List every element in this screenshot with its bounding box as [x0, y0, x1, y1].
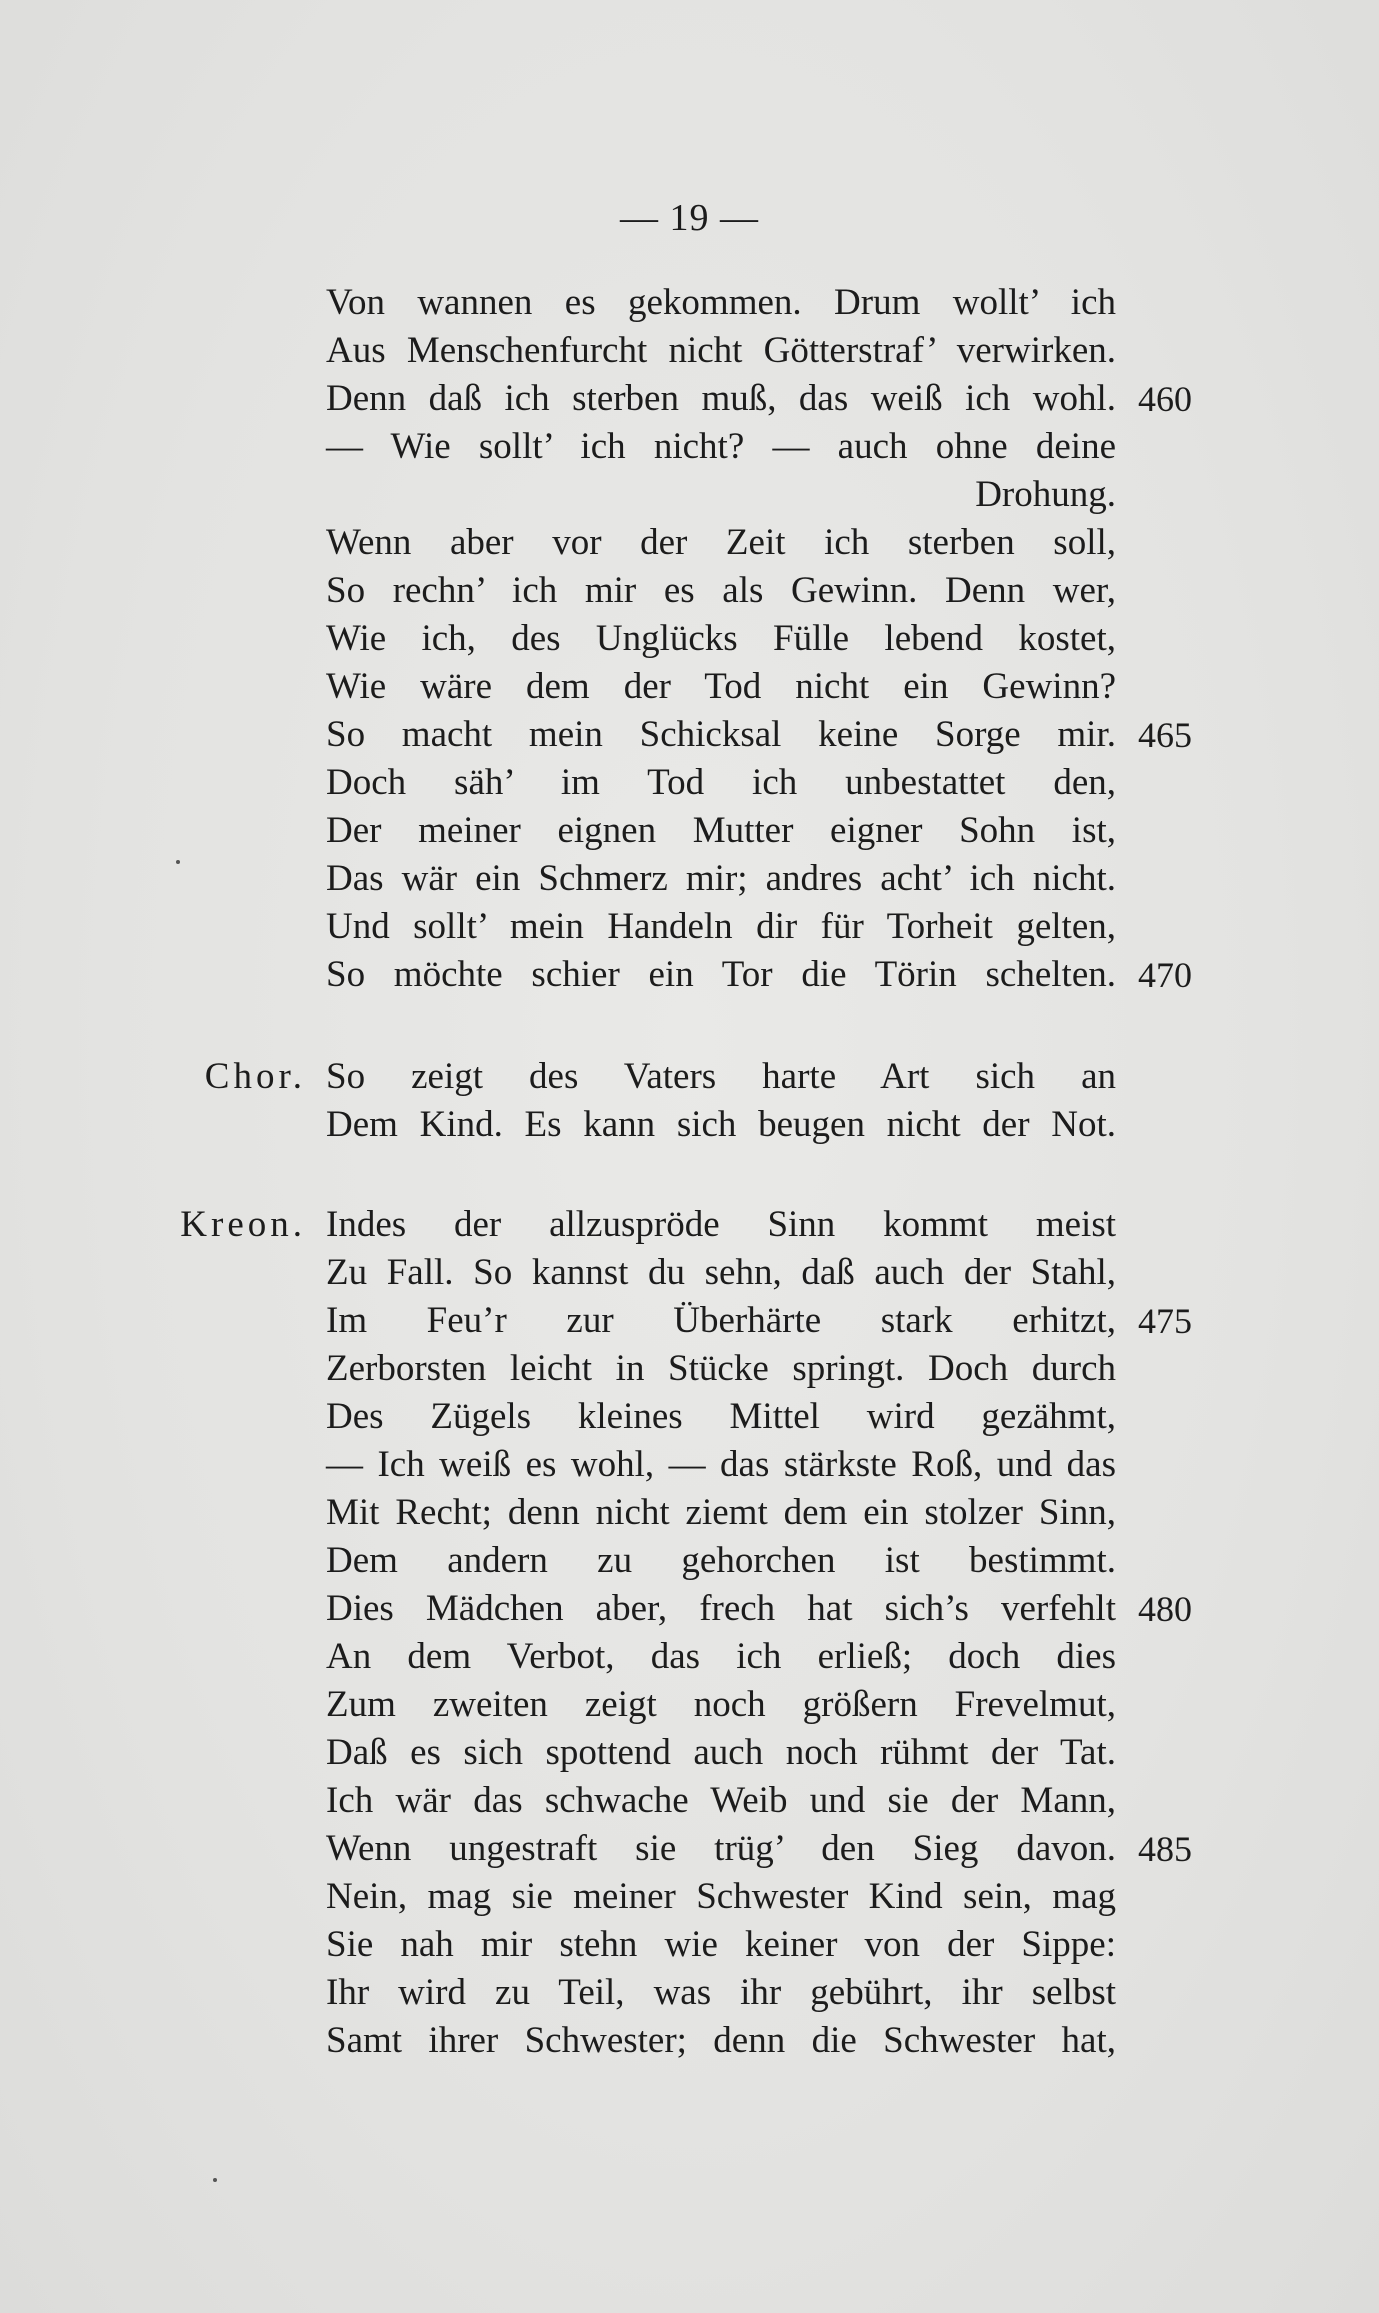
- verse-line: Mit Recht; denn nicht ziemt dem ein stolzer Sinn,: [326, 1492, 1116, 1533]
- verse-line: Nein, mag sie meiner Schwester Kind sein, mag: [326, 1876, 1116, 1917]
- verse-line: Dem andern zu gehorchen ist bestimmt.: [326, 1540, 1116, 1581]
- verse-line: Aus Menschenfurcht nicht Götterstraf’ verwirken.: [326, 330, 1116, 371]
- verse-line: Zerborsten leicht in Stücke springt. Doch durch: [326, 1348, 1116, 1389]
- verse-line: — Wie sollt’ ich nicht? — auch ohne deine: [326, 426, 1116, 467]
- verse-line: Sie nah mir stehn wie keiner von der Sippe:: [326, 1924, 1116, 1965]
- verse-line: Wie ich, des Unglücks Fülle lebend kostet,: [326, 618, 1116, 659]
- verse-line-continuation: Drohung.: [975, 474, 1116, 515]
- verse-line: Denn daß ich sterben muß, das weiß ich wohl.: [326, 378, 1116, 419]
- verse-line: Dies Mädchen aber, frech hat sich’s verfehlt: [326, 1588, 1116, 1629]
- verse-line: Dem Kind. Es kann sich beugen nicht der Not.: [326, 1104, 1116, 1145]
- verse-line: So rechn’ ich mir es als Gewinn. Denn wer,: [326, 570, 1116, 611]
- verse-line: Des Zügels kleines Mittel wird gezähmt,: [326, 1396, 1116, 1437]
- verse-line: Ihr wird zu Teil, was ihr gebührt, ihr selbst: [326, 1972, 1116, 2013]
- verse-line: Zu Fall. So kannst du sehn, daß auch der Stahl,: [326, 1252, 1116, 1293]
- scan-speck: [213, 2178, 217, 2182]
- verse-line: Wenn aber vor der Zeit ich sterben soll,: [326, 522, 1116, 563]
- verse-line: Daß es sich spottend auch noch rühmt der Tat.: [326, 1732, 1116, 1773]
- verse-line: Von wannen es gekommen. Drum wollt’ ich: [326, 282, 1116, 323]
- verse-line: Zum zweiten zeigt noch größern Frevelmut,: [326, 1684, 1116, 1725]
- verse-line: Wie wäre dem der Tod nicht ein Gewinn?: [326, 666, 1116, 707]
- verse-line: Doch säh’ im Tod ich unbestattet den,: [326, 762, 1116, 803]
- verse-line: So macht mein Schicksal keine Sorge mir.: [326, 714, 1116, 755]
- line-number: 480: [1138, 1589, 1192, 1629]
- page-number: — 19 —: [620, 197, 759, 239]
- verse-line: Indes der allzuspröde Sinn kommt meist: [326, 1204, 1116, 1245]
- verse-line: Im Feu’r zur Überhärte stark erhitzt,: [326, 1300, 1116, 1341]
- speaker-chor: Chor.: [204, 1056, 306, 1097]
- verse-line: Das wär ein Schmerz mir; andres acht’ ich nicht.: [326, 858, 1116, 899]
- line-number: 485: [1138, 1829, 1192, 1869]
- verse-line: Der meiner eignen Mutter eigner Sohn ist,: [326, 810, 1116, 851]
- verse-line: Samt ihrer Schwester; denn die Schwester hat,: [326, 2020, 1116, 2061]
- scan-speck: [176, 860, 180, 864]
- verse-line: So zeigt des Vaters harte Art sich an: [326, 1056, 1116, 1097]
- verse-line: Ich wär das schwache Weib und sie der Mann,: [326, 1780, 1116, 1821]
- speaker-kreon: Kreon.: [180, 1204, 306, 1245]
- verse-line: So möchte schier ein Tor die Törin schelten.: [326, 954, 1116, 995]
- line-number: 465: [1138, 715, 1192, 755]
- line-number: 475: [1138, 1301, 1192, 1341]
- verse-line: — Ich weiß es wohl, — das stärkste Roß, und das: [326, 1444, 1116, 1485]
- verse-line: Wenn ungestraft sie trüg’ den Sieg davon.: [326, 1828, 1116, 1869]
- verse-line: Und sollt’ mein Handeln dir für Torheit gelten,: [326, 906, 1116, 947]
- line-number: 470: [1138, 955, 1192, 995]
- verse-line: An dem Verbot, das ich erließ; doch dies: [326, 1636, 1116, 1677]
- line-number: 460: [1138, 379, 1192, 419]
